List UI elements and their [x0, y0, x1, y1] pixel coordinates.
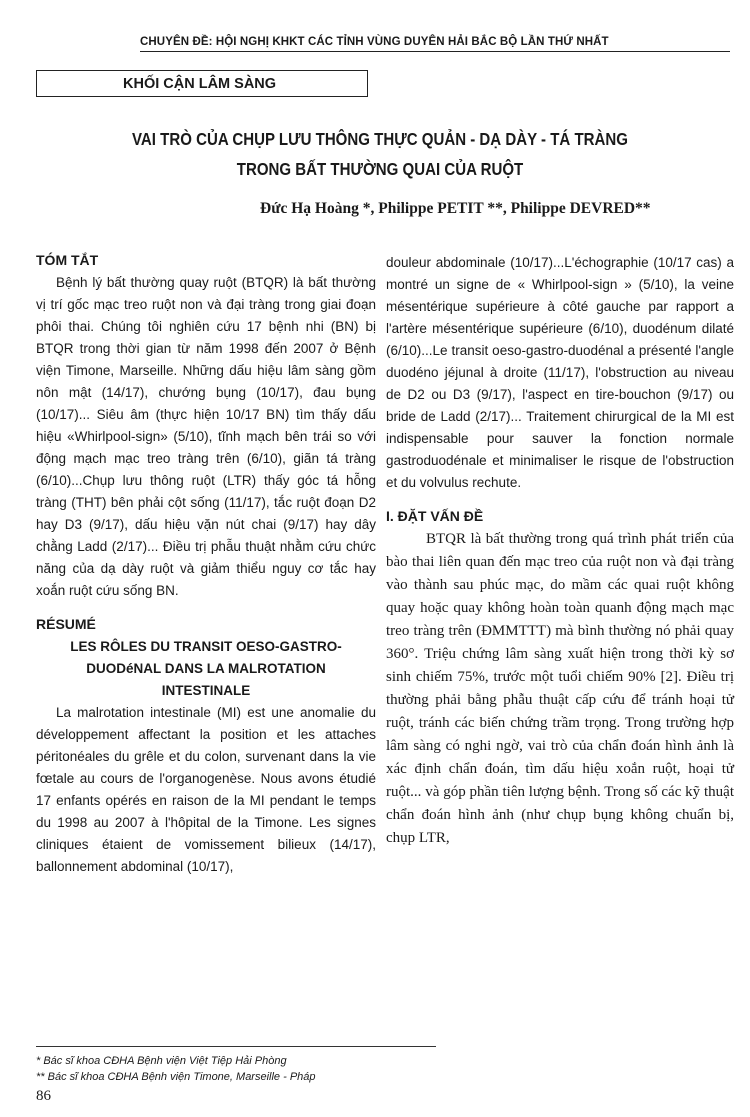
title-line-1: VAI TRÒ CỦA CHỤP LƯU THÔNG THỰC QUẢN - DẠ DÀY - TÁ TRÀNG [132, 129, 628, 149]
authors: Đức Hạ Hoàng *, Philippe PETIT **, Philippe DEVRED** [260, 200, 651, 217]
running-header: CHUYÊN ĐỀ: HỘI NGHỊ KHKT CÁC TỈNH VÙNG DUYÊN HẢI BẮC BỘ LẦN THỨ NHẤT [140, 36, 730, 52]
resume-fr-text-part2: douleur abdominale (10/17)...L'échographie (10/17 cas) a montré un signe de « Whirlpool-sign » (5/10), la veine mésentérique supérieure à côté gauche par rapport a l'artère mésentérique supérieure (6/10), duodénum dilaté (6/10)...Le transit oeso-gastro-duodénal a présenté l'angle duodéno jéjunal à droite (11/17), l'obstruction au niveau de D2 ou D3 (9/17), l'aspect en tire-bouchon (9/17) ou bride de Ladd (2/17)... Traitement chirurgical de la MI est indispensable pour sauver la fonction normale gastroduodénale et minimaliser le risque de l'obstruction et du volvulus rechute. [386, 255, 734, 490]
footnote-1: * Bác sĩ khoa CĐHA Bệnh viện Việt Tiệp Hải Phòng [36, 1055, 287, 1067]
right-column [386, 252, 734, 850]
resume-subtitle-line-2: DUODéNAL DANS LA MALROTATION [86, 661, 326, 676]
left-column [36, 252, 376, 878]
title-line-2: TRONG BẤT THƯỜNG QUAI CỦA RUỘT [236, 159, 524, 179]
section-1-text: BTQR là bất thường trong quá trình phát triển của bào thai liên quan đến mạc treo của ruột non và đại tràng vào thành sau phúc mạc, do mầm các quai ruột không quay hoặc quay không hoàn toàn quanh động mạch mạc treo tràng trên (ĐMMTTT) mà bình thường nó phải quay 360°. Triệu chứng lâm sàng xuất hiện trong thời kỳ sơ sinh chiếm 75%, trước một tuổi chiếm 90% [2]. Điều trị thường phải bằng phẫu thuật cấp cứu để tránh hoại tử ruột, tránh các biến chứng trầm trọng. Trong trường hợp lâm sàng có nghi ngờ, vai trò của chẩn đoán hình ảnh là xác định chẩn đoán, tìm dấu hiệu xoắn ruột, hoại tử ruột... và góp phần tiên lượng bệnh. Trong số các kỹ thuật chẩn đoán hình ảnh (như chụp bụng không chuẩn bị, chụp LTR, [386, 531, 734, 846]
abstract-vi-text: Bệnh lý bất thường quay ruột (BTQR) là bất thường vị trí gốc mạc treo ruột non và đại tràng trong giai đoạn phôi thai. Chúng tôi nghiên cứu 17 bệnh nhi (BN) bị BTQR trong thời gian từ năm 1998 đến 2007 ở Bệnh viện Timone, Marseille. Những dấu hiệu lâm sàng gồm nôn mật (14/17), chướng bụng (10/17), đau bụng (10/17)... Siêu âm (thực hiện 10/17 BN) tìm thấy dấu hiệu «Whirlpool-sign» (5/10), tĩnh mạch bên trái so với động mạch mạc treo tràng trên (6/10), giãn tá tràng (6/10)...Chụp lưu thông ruột (LTR) thấy góc tá hỗng tràng (THT) bên phải cột sống (11/17), tắc ruột đoạn D2 hay D3 (9/17), dấu hiệu vặn nút chai (9/17) hay dây chằng Ladd (2/17)... Điều trị phẫu thuật nhằm cứu chức năng của dạ dày ruột và giảm thiểu nguy cơ tắc hay xoắn ruột cứu sống BN. [36, 275, 376, 598]
page-number: 86 [36, 1088, 51, 1104]
section-label: KHỐI CẬN LÂM SÀNG [36, 70, 368, 97]
resume-fr-heading: RÉSUMÉ [36, 616, 96, 632]
resume-subtitle-line-1: LES RÔLES DU TRANSIT OESO-GASTRO- [70, 639, 342, 654]
abstract-vi-heading: TÓM TẮT [36, 252, 99, 268]
footnotes [36, 1046, 436, 1085]
article-title [105, 124, 655, 184]
footnote-2: ** Bác sĩ khoa CĐHA Bệnh viện Timone, Marseille - Pháp [36, 1071, 316, 1083]
section-1-heading: I. ĐẶT VẤN ĐỀ [386, 508, 484, 524]
resume-fr-text-part1: La malrotation intestinale (MI) est une anomalie du développement affectant la position et les attaches péritonéales du grêle et du colon, survenant dans la vie fœtale au cours de l'organogenèse. Nous avons étudié 17 enfants opérés en raison de la MI pendant le temps du 1998 au 2007 à l'hôpital de la Timone. Les signes cliniques étaient de vomissement bilieux (14/17), ballonnement abdominal (10/17), [36, 705, 376, 874]
resume-fr-subtitle [36, 636, 376, 702]
resume-subtitle-line-3: INTESTINALE [161, 683, 251, 698]
